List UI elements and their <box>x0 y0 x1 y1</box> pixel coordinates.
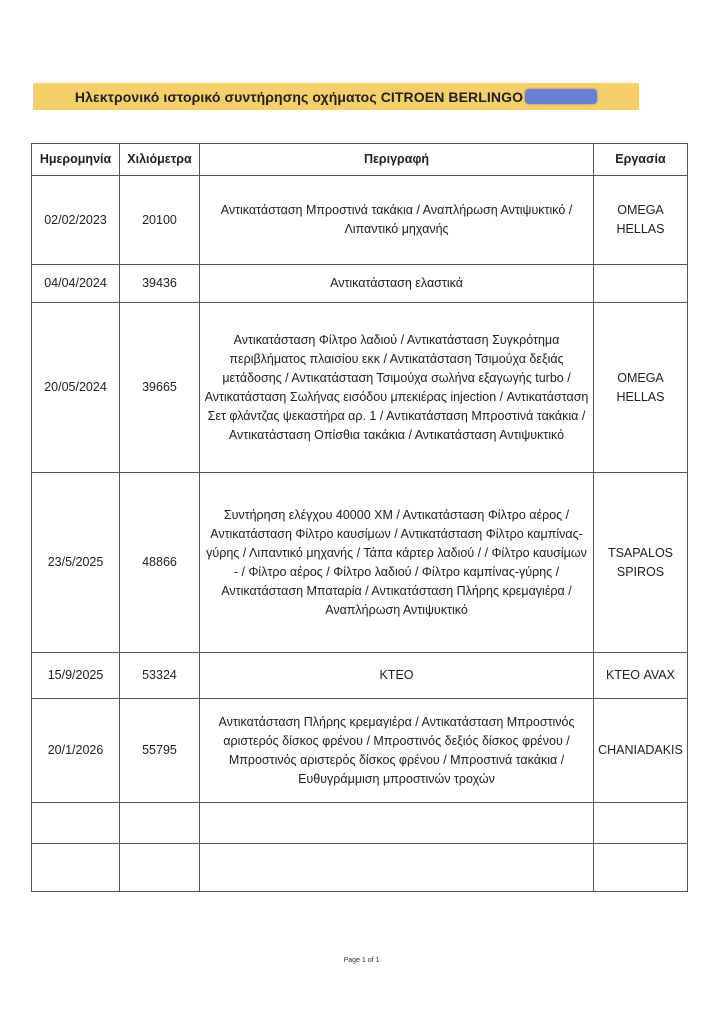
cell-description: ΚΤΕΟ <box>200 653 594 699</box>
header-description: Περιγραφή <box>200 144 594 176</box>
cell-km: 53324 <box>120 653 200 699</box>
cell-description: Συντήρηση ελέγχου 40000 ΧΜ / Αντικατάσταση Φίλτρο αέρος / Αντικατάσταση Φίλτρο καυσίμων / Αντικατάσταση Φίλτρο καμπίνας-γύρης / Λιπαντικό μηχανής / Τάπα κάρτερ λαδιού / / Φίλτρο καυσίμων - / Φίλτρο αέρος / Φίλτρο λαδιού / Φίλτρο καμπίνας-γύρης / Αντικατάσταση Μπαταρία / Αντικατάσταση Πλήρης κρεμαγιέρα / Αναπλήρωση Αντιψυκτικό <box>200 473 594 653</box>
cell-work <box>594 844 688 892</box>
cell-km: 39436 <box>120 265 200 303</box>
cell-date: 02/02/2023 <box>32 176 120 265</box>
table-row <box>32 653 688 699</box>
cell-description: Αντικατάσταση Μπροστινά τακάκια / Αναπλήρωση Αντιψυκτικό / Λιπαντικό μηχανής <box>200 176 594 265</box>
document-title: Ηλεκτρονικό ιστορικό συντήρησης οχήματος CITROEN BERLINGO <box>74 88 524 105</box>
cell-work: TSAPALOS SPIROS <box>594 473 688 653</box>
maintenance-history-table <box>31 143 688 892</box>
cell-description: Αντικατάσταση Πλήρης κρεμαγιέρα / Αντικατάσταση Μπροστινός αριστερός δίσκος φρένου / Μπροστινός δεξιός δίσκος φρένου / Μπροστινός αριστερός δίσκος φρένου / Μπροστινά τακάκια /Ευθυγράμμιση μπροστινών τροχών <box>200 699 594 803</box>
table-row <box>32 176 688 265</box>
cell-date: 23/5/2025 <box>32 473 120 653</box>
cell-km: 48866 <box>120 473 200 653</box>
cell-description: Αντικατάσταση Φίλτρο λαδιού / Αντικατάσταση Συγκρότημα περιβλήματος πλαισίου εκκ / Αντικατάσταση Τσιμούχα δεξιάς μετάδοσης / Αντικατάσταση Τσιμούχα σωλήνα εξαγωγής turbo / Αντικατάσταση Σωλήνας εισόδου μπεκιέρας injection / Αντικατάσταση Σετ φλάντζας ψεκαστήρα αρ. 1 / Αντικατάσταση Μπροστινά τακάκια / Αντικατάσταση Οπίσθια τακάκια / Αντικατάσταση Αντιψυκτικό <box>200 303 594 473</box>
cell-km: 55795 <box>120 699 200 803</box>
cell-date <box>32 844 120 892</box>
cell-description <box>200 803 594 844</box>
cell-date: 15/9/2025 <box>32 653 120 699</box>
cell-work: OMEGA HELLAS <box>594 176 688 265</box>
cell-work: OMEGA HELLAS <box>594 303 688 473</box>
table-header-row <box>32 144 688 176</box>
cell-description: Αντικατάσταση ελαστικά <box>200 265 594 303</box>
cell-work: CHANIADAKIS <box>594 699 688 803</box>
table-row <box>32 473 688 653</box>
table-row <box>32 844 688 892</box>
header-date: Ημερομηνία <box>32 144 120 176</box>
title-bar <box>33 83 639 110</box>
cell-work <box>594 803 688 844</box>
cell-description <box>200 844 594 892</box>
table-row <box>32 803 688 844</box>
cell-date: 04/04/2024 <box>32 265 120 303</box>
cell-km <box>120 803 200 844</box>
header-km: Χιλιόμετρα <box>120 144 200 176</box>
cell-date <box>32 803 120 844</box>
cell-date: 20/1/2026 <box>32 699 120 803</box>
cell-date: 20/05/2024 <box>32 303 120 473</box>
redacted-plate-icon <box>525 89 597 104</box>
cell-km: 39665 <box>120 303 200 473</box>
header-work: Εργασία <box>594 144 688 176</box>
page-number: Page 1 of 1 <box>343 957 380 964</box>
table-row <box>32 265 688 303</box>
table-row <box>32 303 688 473</box>
cell-km <box>120 844 200 892</box>
cell-work <box>594 265 688 303</box>
table-row <box>32 699 688 803</box>
cell-km: 20100 <box>120 176 200 265</box>
cell-work: ΚΤΕΟ AVAX <box>594 653 688 699</box>
